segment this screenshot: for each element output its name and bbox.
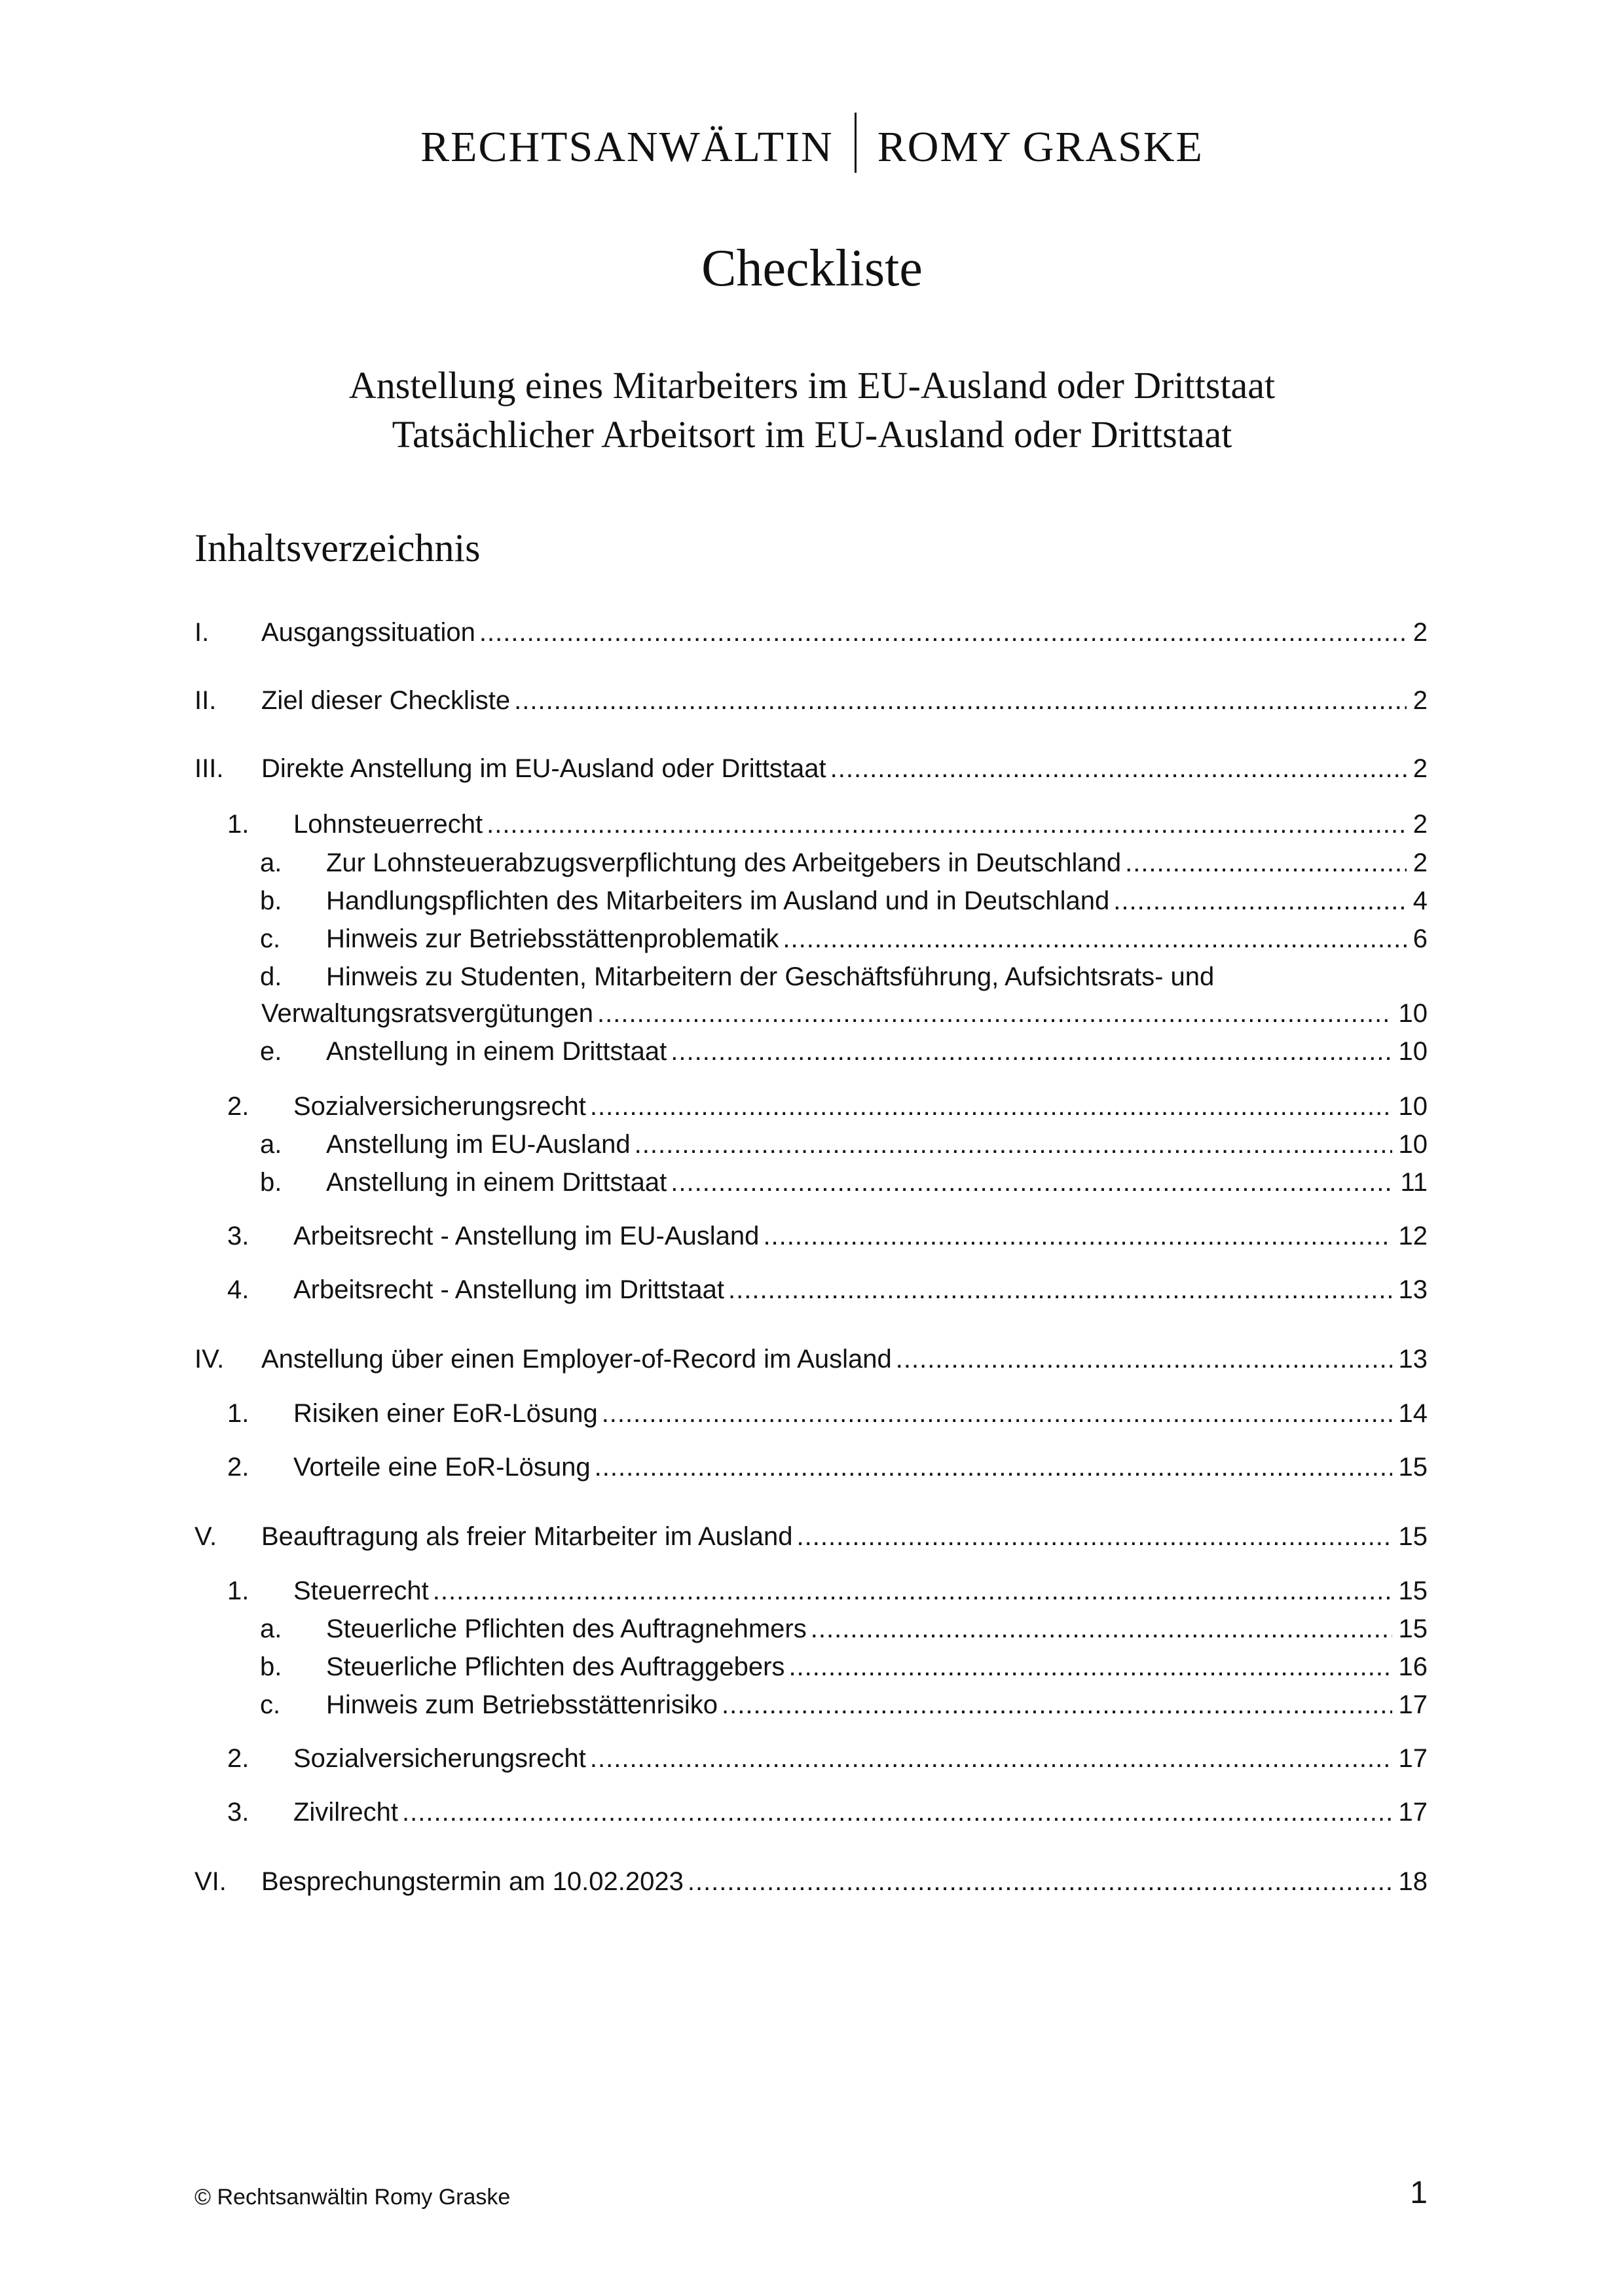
toc-entry[interactable] (0, 1573, 1624, 1609)
toc-entry-number: d. (260, 962, 282, 991)
toc-entry-title (326, 883, 1428, 919)
toc-leader-dots (514, 682, 1407, 719)
toc-entry[interactable] (0, 750, 1624, 787)
toc-leader-dots (728, 1271, 1392, 1308)
toc-entry-number: II. (194, 686, 217, 715)
toc-entry-page: 12 (1398, 1222, 1428, 1250)
toc-entry-label: Anstellung in einem Drittstaat (326, 1037, 667, 1066)
toc-entry-page: 17 (1398, 1690, 1428, 1719)
toc-entry-number: 1. (227, 1576, 249, 1605)
toc-leader-dots (811, 1611, 1392, 1647)
toc-leader-dots (671, 1164, 1393, 1201)
toc-entry-page: 2 (1412, 848, 1428, 877)
toc-entry-title (293, 1395, 1428, 1432)
toc-leader-dots (590, 1740, 1392, 1777)
toc-entry-title (261, 682, 1428, 719)
toc-entry-page: 13 (1398, 1345, 1428, 1374)
toc-entry-number: VI. (194, 1867, 227, 1896)
toc-entry-label: Sozialversicherungsrecht (293, 1744, 586, 1773)
toc-entry[interactable] (0, 1649, 1624, 1685)
toc-entry-page: 15 (1398, 1614, 1428, 1643)
toc-entry-label: Anstellung über einen Employer-of-Record im Ausland (261, 1345, 892, 1374)
toc-entry-page: 10 (1398, 1037, 1428, 1066)
toc-entry-page: 2 (1412, 618, 1428, 647)
toc-entry-label: Ausgangssituation (261, 618, 475, 647)
toc-entry[interactable] (0, 1794, 1624, 1831)
toc-entry-number: V. (194, 1522, 217, 1551)
toc-leader-dots (830, 750, 1407, 787)
toc-entry-title (293, 1088, 1428, 1125)
toc-entry-title (326, 845, 1428, 881)
toc-entry-label: Arbeitsrecht - Anstellung im Drittstaat (293, 1275, 725, 1304)
toc-entry-title (326, 1649, 1428, 1685)
toc-entry-page: 15 (1398, 1453, 1428, 1482)
toc-entry-label: Steuerliche Pflichten des Auftragnehmers (326, 1614, 807, 1643)
toc-leader-dots (1113, 883, 1407, 919)
toc-entry-number: b. (260, 1168, 282, 1197)
toc-entry-number: c. (260, 1690, 281, 1719)
toc-entry-page: 17 (1398, 1744, 1428, 1773)
toc-leader-dots (896, 1341, 1392, 1377)
toc-entry-title (326, 1033, 1428, 1070)
toc-entry[interactable] (0, 1740, 1624, 1777)
toc-entry-page: 16 (1398, 1652, 1428, 1681)
toc-entry[interactable] (0, 958, 1624, 995)
toc-entry-title (293, 1794, 1428, 1831)
toc-leader-dots (783, 920, 1406, 957)
toc-entry[interactable] (0, 682, 1624, 719)
toc-entry-number: I. (194, 618, 210, 647)
toc-entry[interactable] (0, 920, 1624, 957)
toc-entry[interactable] (0, 845, 1624, 881)
toc-entry-title (261, 1341, 1428, 1377)
toc-leader-dots (797, 1518, 1392, 1555)
toc-entry-title (326, 1686, 1428, 1723)
toc-entry-page: 14 (1398, 1399, 1428, 1428)
toc-entry-title (326, 920, 1428, 957)
toc-entry[interactable] (0, 614, 1624, 651)
toc-entry-number: 2. (227, 1092, 249, 1121)
toc-entry-number: a. (260, 1130, 282, 1159)
toc-entry-label: Arbeitsrecht - Anstellung im EU-Ausland (293, 1222, 760, 1250)
toc-entry-number: 1. (227, 810, 249, 839)
toc-entry[interactable] (0, 1686, 1624, 1723)
toc-entry-page: 17 (1398, 1798, 1428, 1827)
toc-entry-page: 11 (1400, 1168, 1428, 1197)
toc-leader-dots (788, 1649, 1392, 1685)
toc-entry[interactable] (0, 1611, 1624, 1647)
toc-entry-title (293, 1740, 1428, 1777)
toc-entry[interactable] (0, 1218, 1624, 1254)
toc-entry[interactable] (0, 1341, 1624, 1377)
toc-entry-number: b. (260, 886, 282, 915)
toc-entry-label: Besprechungstermin am 10.02.2023 (261, 1867, 684, 1896)
toc-entry-title (261, 995, 1428, 1032)
toc-entry-title (293, 1573, 1428, 1609)
toc-entry-title (293, 1218, 1428, 1254)
toc-entry-title (293, 1449, 1428, 1485)
toc-entry-label: Steuerliche Pflichten des Auftraggebers (326, 1652, 785, 1681)
toc-entry-title (326, 1164, 1428, 1201)
toc-entry-page: 15 (1398, 1522, 1428, 1551)
toc-entry-page: 15 (1398, 1576, 1428, 1605)
toc-entry-label: Handlungspflichten des Mitarbeiters im Ausland und in Deutschland (326, 886, 1110, 915)
toc-entry-label: Hinweis zum Betriebsstättenrisiko (326, 1690, 718, 1719)
toc-entry-number: 2. (227, 1744, 249, 1773)
toc-entry-label: Zivilrecht (293, 1798, 399, 1827)
toc-entry-label: Direkte Anstellung im EU-Ausland oder Drittstaat (261, 754, 826, 783)
toc-entry-number: a. (260, 848, 282, 877)
letterhead-name: ROMY GRASKE (877, 123, 1204, 171)
document-subtitle-line-1: Anstellung eines Mitarbeiters im EU-Ausland oder Drittstaat (348, 364, 1276, 407)
toc-entry-number: 3. (227, 1798, 249, 1827)
toc-entry-page: 4 (1412, 886, 1428, 915)
toc-entry-label: Vorteile eine EoR-Lösung (293, 1453, 591, 1482)
toc-entry-label: Anstellung im EU-Ausland (326, 1130, 631, 1159)
toc-entry-page: 18 (1398, 1867, 1428, 1896)
toc-entry-label-continued: Verwaltungsratsvergütungen (261, 999, 593, 1028)
toc-entry-label: Beauftragung als freier Mitarbeiter im Ausland (261, 1522, 793, 1551)
toc-heading: Inhaltsverzeichnis (194, 526, 481, 570)
toc-entry-title (261, 750, 1428, 787)
toc-leader-dots (602, 1395, 1392, 1432)
toc-leader-dots (479, 614, 1407, 651)
toc-entry-page: 10 (1398, 1092, 1428, 1121)
toc-entry-number: e. (260, 1037, 282, 1066)
toc-entry-label: Sozialversicherungsrecht (293, 1092, 586, 1121)
toc-entry[interactable] (0, 1863, 1624, 1900)
toc-leader-dots (635, 1126, 1392, 1163)
toc-entry-page: 10 (1398, 999, 1428, 1028)
toc-entry-label: Hinweis zur Betriebsstättenproblematik (326, 924, 779, 953)
toc-entry-label: Zur Lohnsteuerabzugsverpflichtung des Arbeitgebers in Deutschland (326, 848, 1122, 877)
toc-entry[interactable] (0, 1033, 1624, 1070)
toc-entry-page: 13 (1398, 1275, 1428, 1304)
toc-entry-page: 2 (1412, 686, 1428, 715)
toc-entry[interactable] (0, 1271, 1624, 1308)
toc-entry-title (326, 1126, 1428, 1163)
toc-entry-title (261, 1518, 1428, 1555)
toc-entry-page: 2 (1412, 754, 1428, 783)
toc-leader-dots (590, 1088, 1392, 1125)
toc-entry-number: IV. (194, 1345, 225, 1374)
toc-entry-title (293, 806, 1428, 843)
toc-entry[interactable] (0, 1088, 1624, 1125)
toc-entry-page: 2 (1412, 810, 1428, 839)
toc-entry-label: Hinweis zu Studenten, Mitarbeitern der Geschäftsführung, Aufsichtsrats- und (326, 962, 1215, 991)
toc-entry-number: b. (260, 1652, 282, 1681)
toc-entry-number: 1. (227, 1399, 249, 1428)
toc-entry-number: c. (260, 924, 281, 953)
toc-leader-dots (595, 1449, 1392, 1485)
toc-entry-continuation[interactable] (0, 995, 1624, 1032)
toc-entry-title (293, 1271, 1428, 1308)
toc-entry-title (261, 614, 1428, 651)
toc-entry[interactable] (0, 1518, 1624, 1555)
toc-entry-title (326, 1611, 1428, 1647)
toc-leader-dots (763, 1218, 1392, 1254)
toc-entry[interactable] (0, 1395, 1624, 1432)
toc-entry-label: Risiken einer EoR-Lösung (293, 1399, 598, 1428)
toc-entry-page: 10 (1398, 1130, 1428, 1159)
toc-leader-dots (433, 1573, 1392, 1609)
toc-leader-dots (722, 1686, 1392, 1723)
document-subtitle-line-2: Tatsächlicher Arbeitsort im EU-Ausland oder Drittstaat (392, 413, 1232, 456)
toc-entry-label: Lohnsteuerrecht (293, 810, 483, 839)
toc-entry[interactable] (0, 883, 1624, 919)
toc-entry-title (261, 1863, 1428, 1900)
toc-entry[interactable] (0, 806, 1624, 843)
toc-entry-page: 6 (1412, 924, 1428, 953)
toc-entry[interactable] (0, 1449, 1624, 1485)
toc-entry-label: Steuerrecht (293, 1576, 429, 1605)
toc-entry-number: a. (260, 1614, 282, 1643)
toc-entry[interactable] (0, 1164, 1624, 1201)
toc-entry-label: Anstellung in einem Drittstaat (326, 1168, 667, 1197)
toc-leader-dots (688, 1863, 1392, 1900)
toc-leader-dots (1125, 845, 1407, 881)
toc-entry-number: III. (194, 754, 224, 783)
toc-entry-number: 2. (227, 1453, 249, 1482)
toc-entry-number: 4. (227, 1275, 249, 1304)
footer-page-number: 1 (1410, 2176, 1428, 2210)
toc-entry-label: Ziel dieser Checkliste (261, 686, 511, 715)
toc-leader-dots (671, 1033, 1392, 1070)
toc-leader-dots (402, 1794, 1392, 1831)
letterhead-title: RECHTSANWÄLTIN (420, 123, 834, 171)
toc-leader-dots (597, 995, 1392, 1032)
footer-copyright: © Rechtsanwältin Romy Graske (194, 2185, 511, 2210)
toc-entry-number: 3. (227, 1222, 249, 1250)
toc-entry[interactable] (0, 1126, 1624, 1163)
document-title: Checkliste (701, 240, 923, 297)
toc-leader-dots (487, 806, 1407, 843)
